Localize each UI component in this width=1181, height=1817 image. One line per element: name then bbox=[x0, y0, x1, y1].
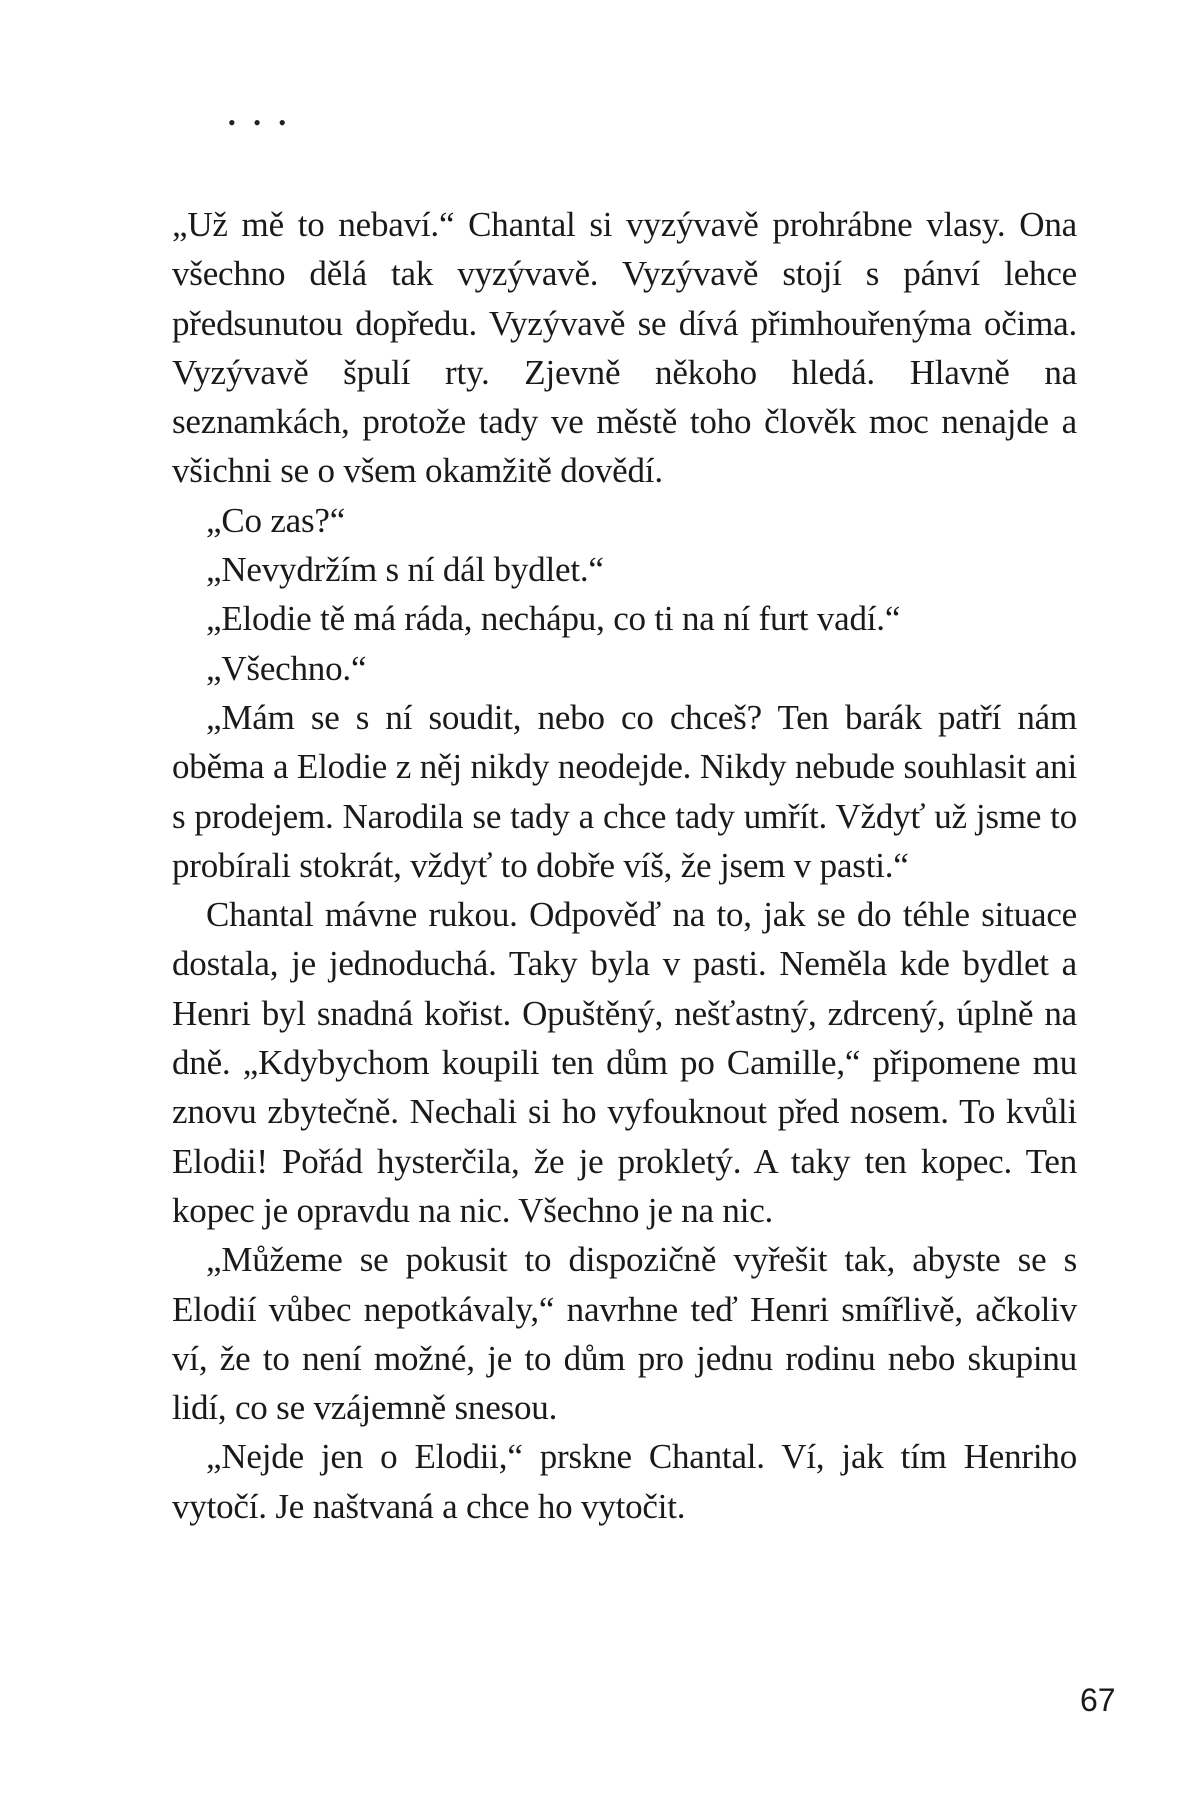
paragraph-9: „Nejde jen o Elodii,“ prskne Chantal. Ví, jak tím Henriho vytočí. Je naštvaná a chce ho vytočit. bbox=[172, 1437, 1077, 1526]
page-number: 67 bbox=[1080, 1682, 1116, 1718]
paragraph-4: „Elodie tě má ráda, nechápu, co ti na ní furt vadí.“ bbox=[206, 599, 901, 639]
paragraph-5: „Všechno.“ bbox=[206, 648, 367, 688]
paragraph-3: „Nevydržím s ní dál bydlet.“ bbox=[206, 550, 604, 590]
paragraph-7: Chantal mávne rukou. Odpověď na to, jak se do téhle situace dostala, je jednoduchá. Taky byla v pasti. Neměla kde bydlet a Henri byl snadná kořist. Opuštěný, nešťastný, zdrcený, úplně na dně. „Kdybychom koupili ten dům po Camille,“ připomene mu znovu zbytečně. Nechali si ho vyfouknout před nosem. To kvůli Elodii! Pořád hysterčila, že je prokletý. A taky ten kopec. Ten kopec je opravdu na nic. Všechno je na nic. bbox=[172, 895, 1077, 1230]
paragraph-1: „Už mě to nebaví.“ Chantal si vyzývavě prohrábne vlasy. Ona všechno dělá tak vyzývavě. Vyzývavě stojí s pánví lehce předsunutou dopředu. Vyzývavě se dívá přimhouřenýma očima. Vyzývavě špulí rty. Zjevně někoho hledá. Hlavně na seznamkách, protože tady ve městě toho člověk moc nenajde a všichni se o všem okamžitě dovědí. bbox=[172, 205, 1077, 491]
paragraph-6: „Mám se s ní soudit, nebo co chceš? Ten barák patří nám oběma a Elodie z něj nikdy neodejde. Nikdy nebude souhlasit ani s prodejem. Narodila se tady a chce tady umřít. Vždyť už jsme to probírali stokrát, vždyť to dobře víš, že jsem v pasti.“ bbox=[172, 697, 1077, 885]
body-text bbox=[172, 200, 1077, 1531]
paragraph-8: „Můžeme se pokusit to dispozičně vyřešit tak, abyste se s Elodií vůbec nepotkávaly,“ navrhne teď Henri smířlivě, ačkoliv ví, že to není možné, je to dům pro jednu rodinu nebo skupinu lidí, co se vzájemně snesou. bbox=[172, 1240, 1077, 1428]
section-break-ornament: • • • bbox=[228, 110, 293, 135]
paragraph-2: „Co zas?“ bbox=[206, 500, 346, 540]
